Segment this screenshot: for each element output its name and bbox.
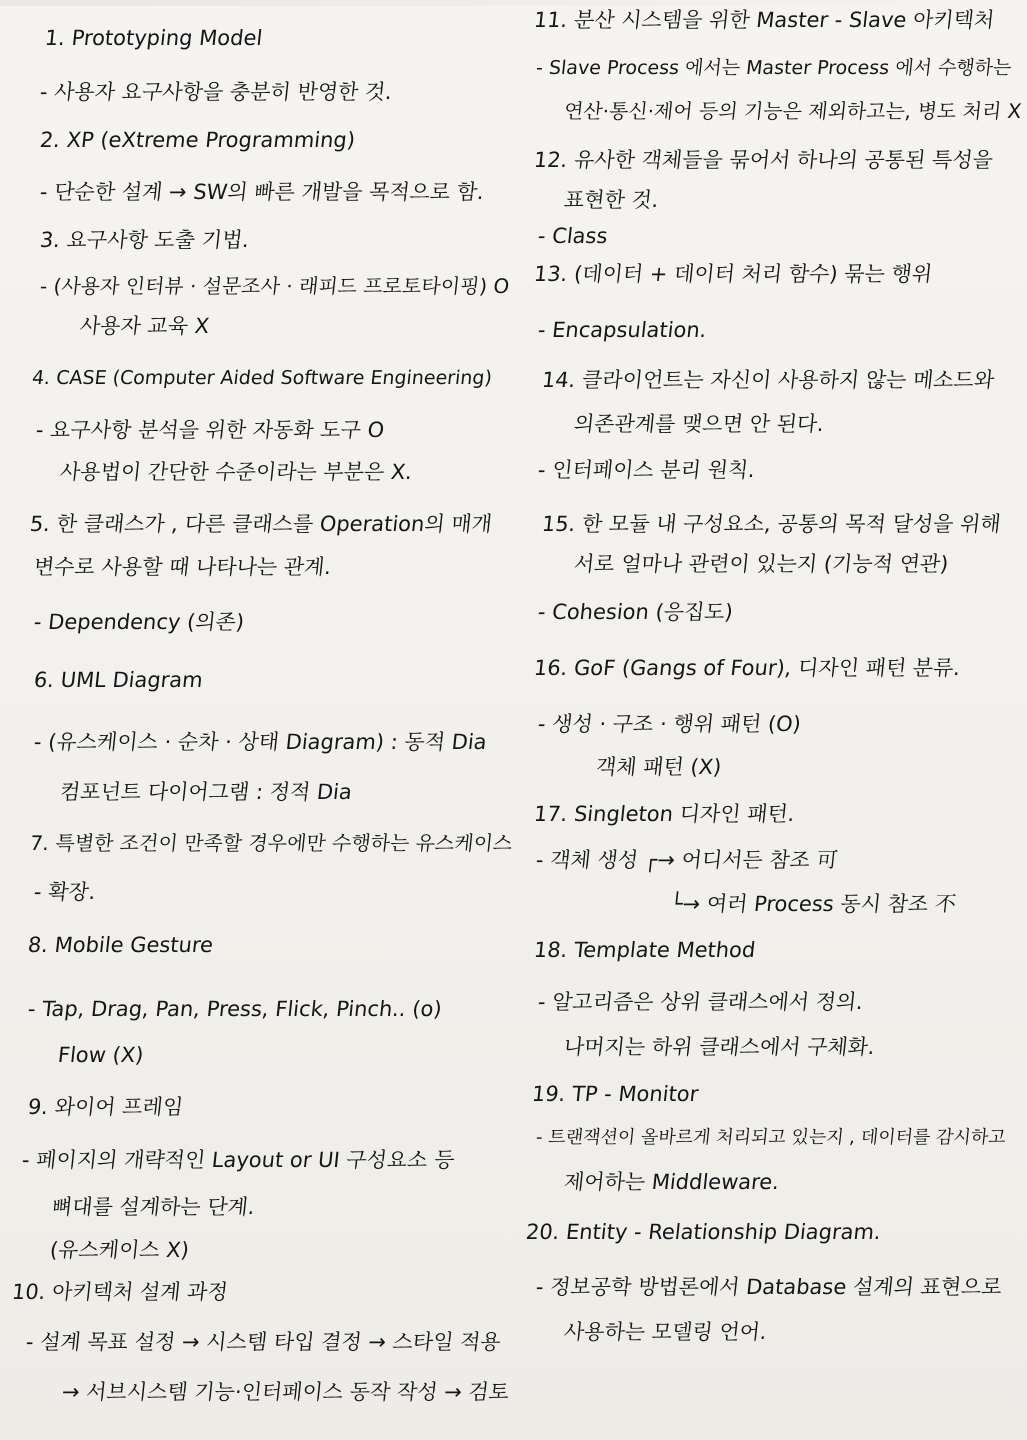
note-line: - 요구사항 분석을 위한 자동화 도구 O: [34, 418, 386, 442]
note-line: → 서브시스템 기능·인터페이스 동작 작성 → 검토: [60, 1380, 511, 1404]
note-line: (유스케이스 X): [48, 1238, 191, 1262]
note-line: └→ 여러 Process 동시 참조 不: [668, 892, 958, 916]
note-line: 사용법이 간단한 수준이라는 부분은 X.: [58, 460, 414, 484]
note-line: - 생성 · 구조 · 행위 패턴 (O): [536, 712, 803, 736]
note-line: 2. XP (eXtreme Programming): [38, 128, 357, 152]
note-line: 연산·통신·제어 등의 기능은 제외하고는, 병도 처리 X: [562, 99, 1023, 123]
note-line: 16. GoF (Gangs of Four), 디자인 패턴 분류.: [532, 656, 962, 680]
note-line: 6. UML Diagram: [32, 668, 205, 692]
note-line: 객체 패턴 (X): [594, 755, 723, 779]
note-line: 표현한 것.: [562, 188, 660, 212]
note-line: 17. Singleton 디자인 패턴.: [532, 802, 796, 826]
note-line: 뼈대를 설계하는 단계.: [50, 1195, 256, 1219]
note-line: 19. TP - Monitor: [530, 1082, 700, 1106]
note-line: 9. 와이어 프레임: [26, 1095, 185, 1119]
note-line: 14. 클라이언트는 자신이 사용하지 않는 메소드와: [540, 368, 996, 392]
page-top-edge: [0, 0, 1027, 6]
note-line: 13. (데이터 + 데이터 처리 함수) 묶는 행위: [532, 262, 934, 286]
note-line: - (유스케이스 · 순차 · 상태 Diagram) : 동적 Dia: [32, 730, 488, 754]
note-line: 사용자 교육 X: [78, 314, 211, 338]
note-line: - 트랜잭션이 올바르게 처리되고 있는지 , 데이터를 감시하고: [534, 1127, 1007, 1148]
note-line: - Dependency (의존): [32, 610, 246, 634]
note-line: - Cohesion (응집도): [536, 600, 735, 624]
note-line: - 인터페이스 분리 원칙.: [536, 458, 757, 482]
note-line: - 알고리즘은 상위 클래스에서 정의.: [536, 990, 865, 1014]
note-line: 11. 분산 시스템을 위한 Master - Slave 아키텍처: [532, 8, 996, 32]
note-line: 3. 요구사항 도출 기법.: [38, 228, 251, 252]
note-line: - Encapsulation.: [536, 318, 708, 342]
note-line: - 단순한 설계 → SW의 빠른 개발을 목적으로 함.: [38, 180, 486, 204]
note-line: 사용하는 모델링 언어.: [562, 1320, 768, 1344]
note-line: - 사용자 요구사항을 충분히 반영한 것.: [38, 80, 394, 104]
note-line: 7. 특별한 조건이 만족할 경우에만 수행하는 유스케이스: [28, 831, 514, 855]
note-line: - 정보공학 방법론에서 Database 설계의 표현으로: [534, 1275, 1004, 1299]
note-line: - 확장.: [32, 880, 97, 904]
note-line: 8. Mobile Gesture: [26, 933, 215, 957]
note-line: - 설계 목표 설정 → 시스템 타입 결정 → 스타일 적용: [24, 1330, 502, 1354]
note-line: 10. 아키텍처 설계 과정: [10, 1280, 229, 1304]
note-line: 의존관계를 맺으면 안 된다.: [572, 412, 826, 436]
note-line: - (사용자 인터뷰 · 설문조사 · 래피드 프로토타이핑) O: [38, 274, 511, 298]
note-line: 18. Template Method: [532, 938, 757, 962]
note-line: 12. 유사한 객체들을 묶어서 하나의 공통된 특성을: [532, 148, 995, 172]
note-line: 1. Prototyping Model: [43, 26, 264, 50]
note-line: 4. CASE (Computer Aided Software Engineering): [30, 367, 494, 389]
note-line: 서로 얼마나 관련이 있는지 (기능적 연관): [572, 552, 950, 576]
note-line: 제어하는 Middleware.: [562, 1170, 781, 1194]
note-line: 컴포넌트 다이어그램 : 정적 Dia: [58, 780, 354, 804]
note-line: 변수로 사용할 때 나타나는 관계.: [32, 555, 333, 579]
note-line: - Slave Process 에서는 Master Process 에서 수행하는: [534, 57, 1013, 79]
note-line: 나머지는 하위 클래스에서 구체화.: [562, 1035, 876, 1059]
note-line: - 페이지의 개략적인 Layout or UI 구성요소 등: [20, 1148, 456, 1172]
note-line: 15. 한 모듈 내 구성요소, 공통의 목적 달성을 위해: [540, 512, 1002, 536]
note-line: - Tap, Drag, Pan, Press, Flick, Pinch.. (o): [26, 997, 443, 1021]
note-line: 5. 한 클래스가 , 다른 클래스를 Operation의 매개: [28, 512, 494, 536]
note-line: - 객체 생성 ┌→ 어디서든 참조 可: [534, 848, 840, 872]
note-line: 20. Entity - Relationship Diagram.: [524, 1220, 883, 1244]
note-line: Flow (X): [56, 1043, 145, 1067]
note-line: - Class: [536, 224, 609, 248]
